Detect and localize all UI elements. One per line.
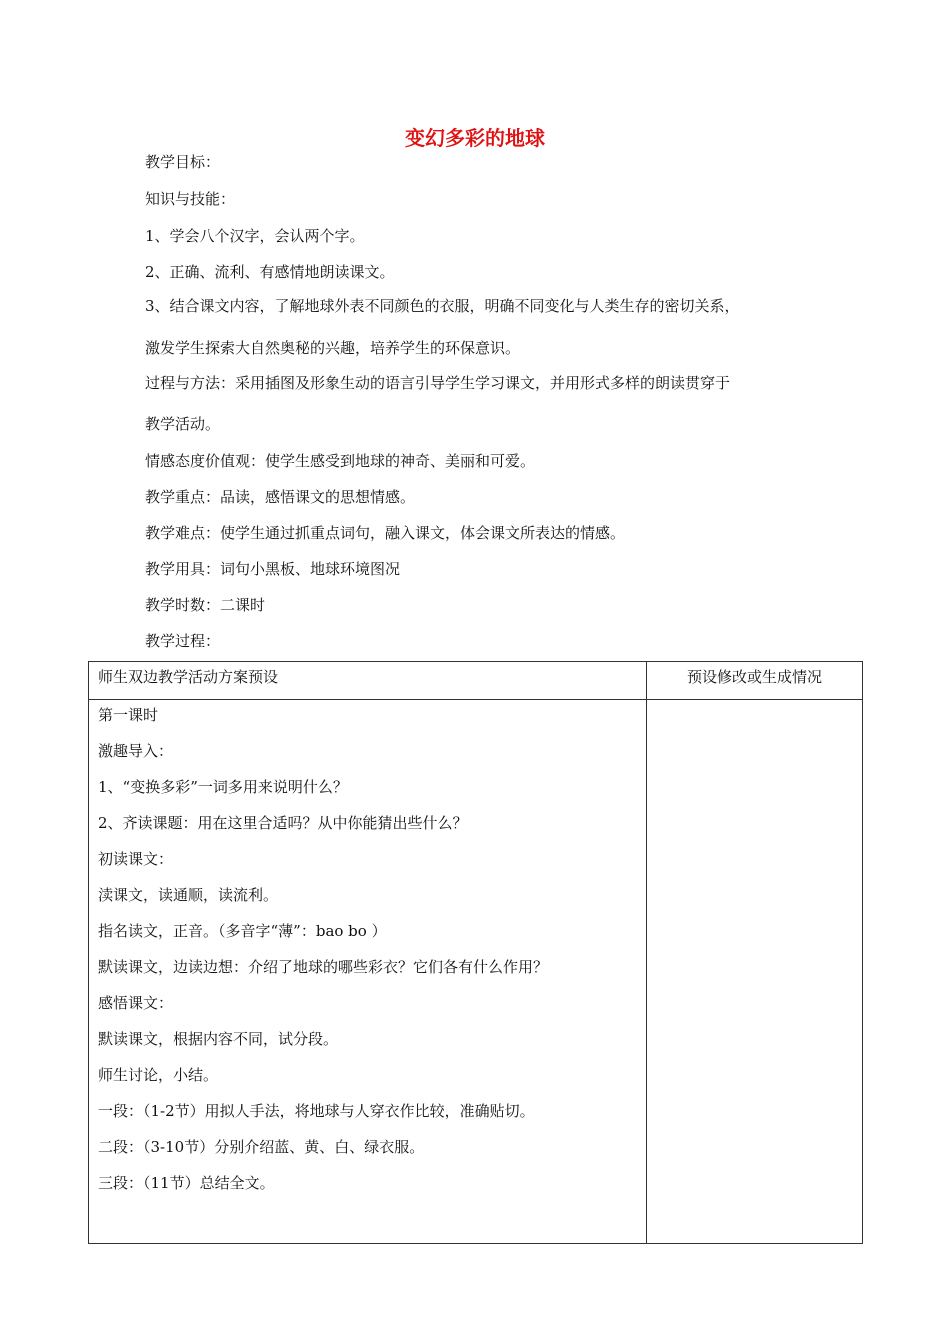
paragraph: 教学重点：品读，感悟课文的思想情感。 <box>145 488 416 506</box>
table-line: 渎课文，读通顺，读流利。 <box>98 886 279 904</box>
table-line: 一段：（1-2节）用拟人手法，将地球与人穿衣作比较，准确贴切。 <box>98 1102 535 1120</box>
table-header-row <box>89 662 863 700</box>
document-title: 变幻多彩的地球 <box>405 126 545 150</box>
paragraph: 过程与方法：采用插图及形象生动的语言引导学生学习课文，并用形式多样的朗读贯穿于 <box>145 374 731 392</box>
revision-notes-cell <box>647 700 863 1244</box>
table-line: 二段：（3-10节）分别介绍蓝、黄、白、绿衣服。 <box>98 1138 425 1156</box>
header-activity-plan: 师生双边教学活动方案预设 <box>89 662 647 700</box>
table-line: 默读课文，边读边想：介绍了地球的哪些彩衣？它们各有什么作用？ <box>98 958 549 976</box>
paragraph: 教学活动。 <box>145 415 221 433</box>
paragraph: 教学时数：二课时 <box>145 596 266 614</box>
table-line: 初读课文： <box>98 850 174 868</box>
paragraph: 教学难点：使学生通过抓重点词句，融入课文，体会课文所表达的情感。 <box>145 524 626 542</box>
paragraph: 知识与技能： <box>145 190 236 208</box>
table-line: 1、“变换多彩”一词多用来说明什么？ <box>98 778 348 796</box>
header-revision-notes: 预设修改或生成情况 <box>647 662 863 700</box>
paragraph: 2、正确、流利、有感情地朗读课文。 <box>145 263 395 281</box>
table-line: 第一课时 <box>98 706 159 724</box>
table-line: 默读课文，根据内容不同，试分段。 <box>98 1030 339 1048</box>
paragraph: 情感态度价值观：使学生感受到地球的神奇、美丽和可爱。 <box>145 452 536 470</box>
table-line: 2、齐读课题：用在这里合适吗？从中你能猜出些什么？ <box>98 814 468 832</box>
activity-plan-cell <box>89 700 647 1244</box>
paragraph: 教学过程： <box>145 632 221 650</box>
paragraph: 教学用具：词句小黑板、地球环境图况 <box>145 560 401 578</box>
table-line: 激趣导入： <box>98 742 174 760</box>
paragraph: 教学目标： <box>145 153 221 171</box>
table-row <box>89 700 863 1244</box>
paragraph: 1、学会八个汉字，会认两个字。 <box>145 227 365 245</box>
table-line: 感悟课文： <box>98 994 174 1012</box>
paragraph: 3、结合课文内容，了解地球外表不同颜色的衣服，明确不同变化与人类生存的密切关系， <box>145 297 740 315</box>
paragraph: 激发学生探索大自然奥秘的兴趣，培养学生的环保意识。 <box>145 339 521 357</box>
table-line: 三段：（11节）总结全文。 <box>98 1174 275 1192</box>
table-line: 指名读文，正音。（多音字“薄”：bao bo ） <box>98 922 387 940</box>
table-line: 师生讨论，小结。 <box>98 1066 219 1084</box>
lesson-plan-table <box>88 661 863 1244</box>
